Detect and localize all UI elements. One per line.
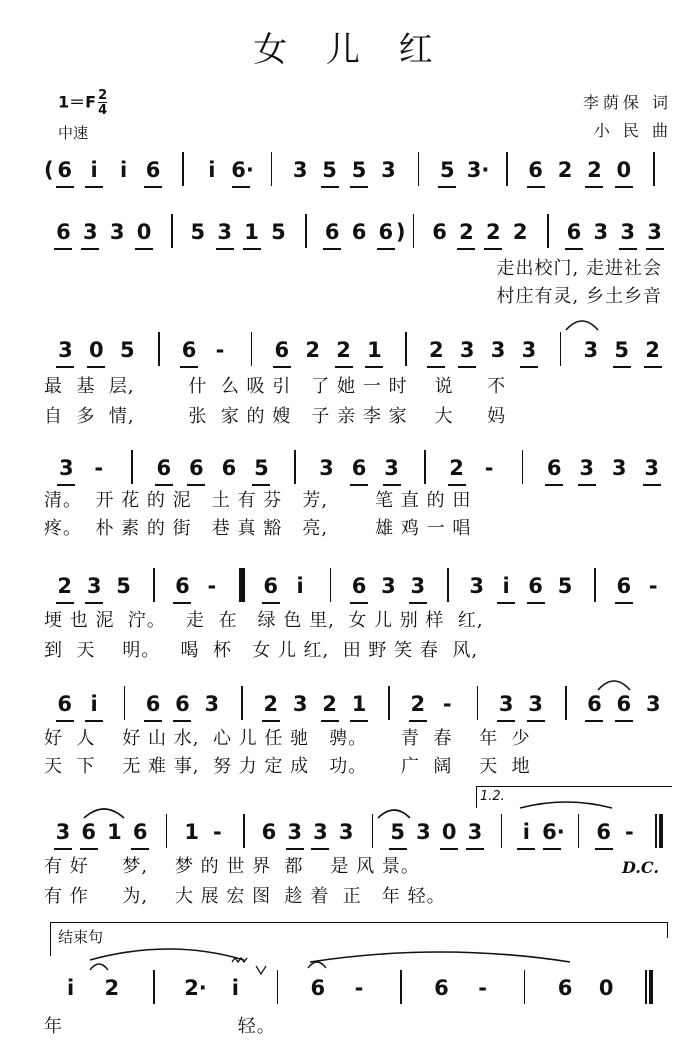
lyric-line: 到 天 明。 喝 杯 女 儿 红, 田 野 笑 春 风, (44, 640, 479, 661)
slur (84, 809, 124, 818)
note: 3 (287, 820, 302, 844)
note: 6 (145, 158, 161, 182)
note: 1 (367, 338, 382, 362)
note: 5 (271, 220, 286, 244)
note: 3 (58, 456, 74, 480)
note: 6 (156, 456, 172, 480)
note: 6· (231, 158, 254, 182)
note: 3 (645, 692, 661, 716)
ending-label: 结束句 (58, 928, 104, 946)
note: 3 (109, 220, 125, 244)
note: 5 (254, 456, 269, 480)
note: - (215, 338, 225, 362)
note: 6 (378, 220, 394, 244)
note: - (648, 574, 658, 598)
paren: ) (395, 220, 406, 244)
note: 0 (598, 976, 614, 1000)
note: 2 (104, 976, 120, 1000)
tempo-mark: 中速 (58, 124, 89, 142)
note: i (296, 574, 304, 598)
note: 5 (322, 158, 337, 182)
note: 6 (181, 338, 197, 362)
note: 2 (57, 574, 73, 598)
note: 3 (579, 456, 594, 480)
note: 0 (136, 220, 152, 244)
note: 6 (616, 692, 632, 716)
note: 1 (351, 692, 367, 716)
note: 5 (190, 220, 206, 244)
lyric-line: 自 多 情, 张 家 的 嫂 子 亲 李 家 大 妈 (44, 406, 507, 427)
note: 3 (644, 456, 660, 480)
slur (566, 321, 598, 330)
note: 3 (292, 158, 308, 182)
tie (310, 952, 570, 962)
note: 6 (57, 692, 73, 716)
note: 5 (557, 574, 573, 598)
note: 3 (521, 338, 537, 362)
note: 3 (528, 692, 543, 716)
note: i (119, 158, 128, 182)
lyric-line: 疼。 朴 素 的 街 巷 真 豁 亮, 雄 鸡 一 唱 (44, 518, 472, 539)
note: 3 (410, 574, 426, 598)
note: 1 (107, 820, 122, 844)
note: - (442, 692, 452, 716)
note: 5 (439, 158, 455, 182)
note: 3 (611, 456, 627, 480)
note: 6 (587, 692, 602, 716)
note: i (90, 158, 98, 182)
note: 3 (217, 220, 232, 244)
note: 3 (313, 820, 328, 844)
note: 2· (184, 976, 207, 1000)
slur (90, 949, 244, 960)
note: 2 (512, 220, 528, 244)
note: 3 (467, 820, 483, 844)
lyric-line: 有 作 为, 大 展 宏 图 趁 着 正 年 轻。 (44, 886, 446, 907)
note: i (231, 976, 239, 1000)
note: - (94, 456, 104, 480)
note: 5 (351, 158, 367, 182)
note: - (354, 976, 364, 1000)
note: 3 (384, 456, 399, 480)
note: 3 (292, 692, 308, 716)
note: 6 (351, 574, 367, 598)
note: 6 (557, 976, 573, 1000)
note: 6 (310, 976, 326, 1000)
lyric-line: 埂 也 泥 泞。 走 在 绿 色 里, 女 儿 别 样 红, (44, 610, 484, 631)
lyric-line: 清。 开 花 的 泥 土 有 芬 芳, 笔 直 的 田 (44, 490, 472, 511)
note: 6 (528, 574, 543, 598)
note: 2 (449, 456, 464, 480)
breath-mark (256, 966, 266, 974)
note: i (66, 976, 75, 1000)
note: 6 (546, 456, 562, 480)
note: 3 (381, 158, 396, 182)
note: 3· (466, 158, 490, 182)
composer-credit: 小 民 曲 (593, 121, 672, 140)
lyricist-credit: 李荫保 词 (582, 93, 672, 112)
note: - (484, 456, 494, 480)
note: 3 (459, 338, 475, 362)
note: 3 (498, 692, 514, 716)
note: 3 (647, 220, 662, 244)
note: 3 (58, 338, 73, 362)
note: 5 (614, 338, 629, 362)
note: 3 (338, 820, 354, 844)
slur (598, 681, 630, 690)
note: 6 (175, 692, 190, 716)
note: 3 (469, 574, 485, 598)
note: i (522, 820, 530, 844)
note: i (502, 574, 510, 598)
note: 0 (441, 820, 457, 844)
note: - (207, 574, 217, 598)
note: 6 (616, 574, 632, 598)
fermata (308, 962, 326, 968)
note: 6 (263, 574, 279, 598)
note: 6 (434, 976, 449, 1000)
note: 2 (336, 338, 351, 362)
note: 2 (557, 158, 573, 182)
note: 3 (416, 820, 431, 844)
note: 1 (184, 820, 199, 844)
lyric-line: 走出校门, 走进社会 (496, 258, 662, 279)
note: 2 (410, 692, 426, 716)
note: 2 (263, 692, 279, 716)
lyric-line: 好 人 好 山 水, 心 儿 任 驰 骋。 青 春 年 少 (44, 728, 531, 749)
note: 3 (583, 338, 599, 362)
note: 5 (119, 338, 135, 362)
note: 6 (189, 456, 204, 480)
note: 3 (490, 338, 506, 362)
note: i (208, 158, 216, 182)
note: 3 (593, 220, 609, 244)
note: 2 (428, 338, 444, 362)
note: 6 (432, 220, 447, 244)
note: 0 (89, 338, 104, 362)
lyric-line: 年 轻。 (44, 1016, 276, 1037)
note: 6 (566, 220, 582, 244)
tie (520, 802, 612, 808)
note: 3 (55, 820, 71, 844)
lyric-line: 最 基 层, 什 么 吸 引 了 她 一 时 说 不 (44, 376, 507, 397)
slur (378, 810, 410, 818)
note: - (478, 976, 487, 1000)
paren: ( (44, 158, 54, 182)
note: 5 (116, 574, 131, 598)
note: 6 (56, 220, 71, 244)
note: 3 (86, 574, 102, 598)
meter-top: 2 (98, 88, 108, 103)
note: 6 (351, 220, 367, 244)
note: 0 (616, 158, 632, 182)
note: 6 (221, 456, 237, 480)
fermata (90, 964, 108, 970)
note: 1 (244, 220, 259, 244)
note: 6 (81, 820, 96, 844)
note: 6 (528, 158, 543, 182)
note: 2 (459, 220, 474, 244)
note: 6 (274, 338, 290, 362)
meter-bottom: 4 (98, 103, 108, 118)
note: 3 (319, 456, 334, 480)
note: 3 (82, 220, 98, 244)
note: 6 (351, 456, 367, 480)
volta-label: 1.2. (480, 789, 505, 804)
note: 3 (204, 692, 220, 716)
note: - (625, 820, 634, 844)
note: 2 (645, 338, 660, 362)
note: 3 (620, 220, 635, 244)
note: 6 (261, 820, 277, 844)
key-label: 1＝F (58, 92, 97, 112)
note: 5 (390, 820, 405, 844)
lyric-line: 有 好 梦, 梦 的 世 界 都 是 风 景。 (44, 856, 420, 877)
note: 6 (596, 820, 611, 844)
note: - (213, 820, 222, 844)
note: 6 (57, 158, 73, 182)
note: 6· (542, 820, 565, 844)
note: 6 (175, 574, 190, 598)
song-title: 女 儿 红 (253, 30, 447, 70)
note: 6 (145, 692, 161, 716)
note: 2 (486, 220, 501, 244)
note: 2 (322, 692, 337, 716)
note: 3 (381, 574, 396, 598)
lyric-line: 村庄有灵, 乡土乡音 (496, 286, 662, 307)
note: 6 (324, 220, 340, 244)
note: i (90, 692, 98, 716)
note: 6 (132, 820, 148, 844)
dc-mark: D.C. (622, 858, 659, 877)
note: 2 (305, 338, 320, 362)
lyric-line: 天 下 无 难 事, 努 力 定 成 功。 广 阔 天 地 (44, 756, 531, 777)
note: 2 (587, 158, 602, 182)
